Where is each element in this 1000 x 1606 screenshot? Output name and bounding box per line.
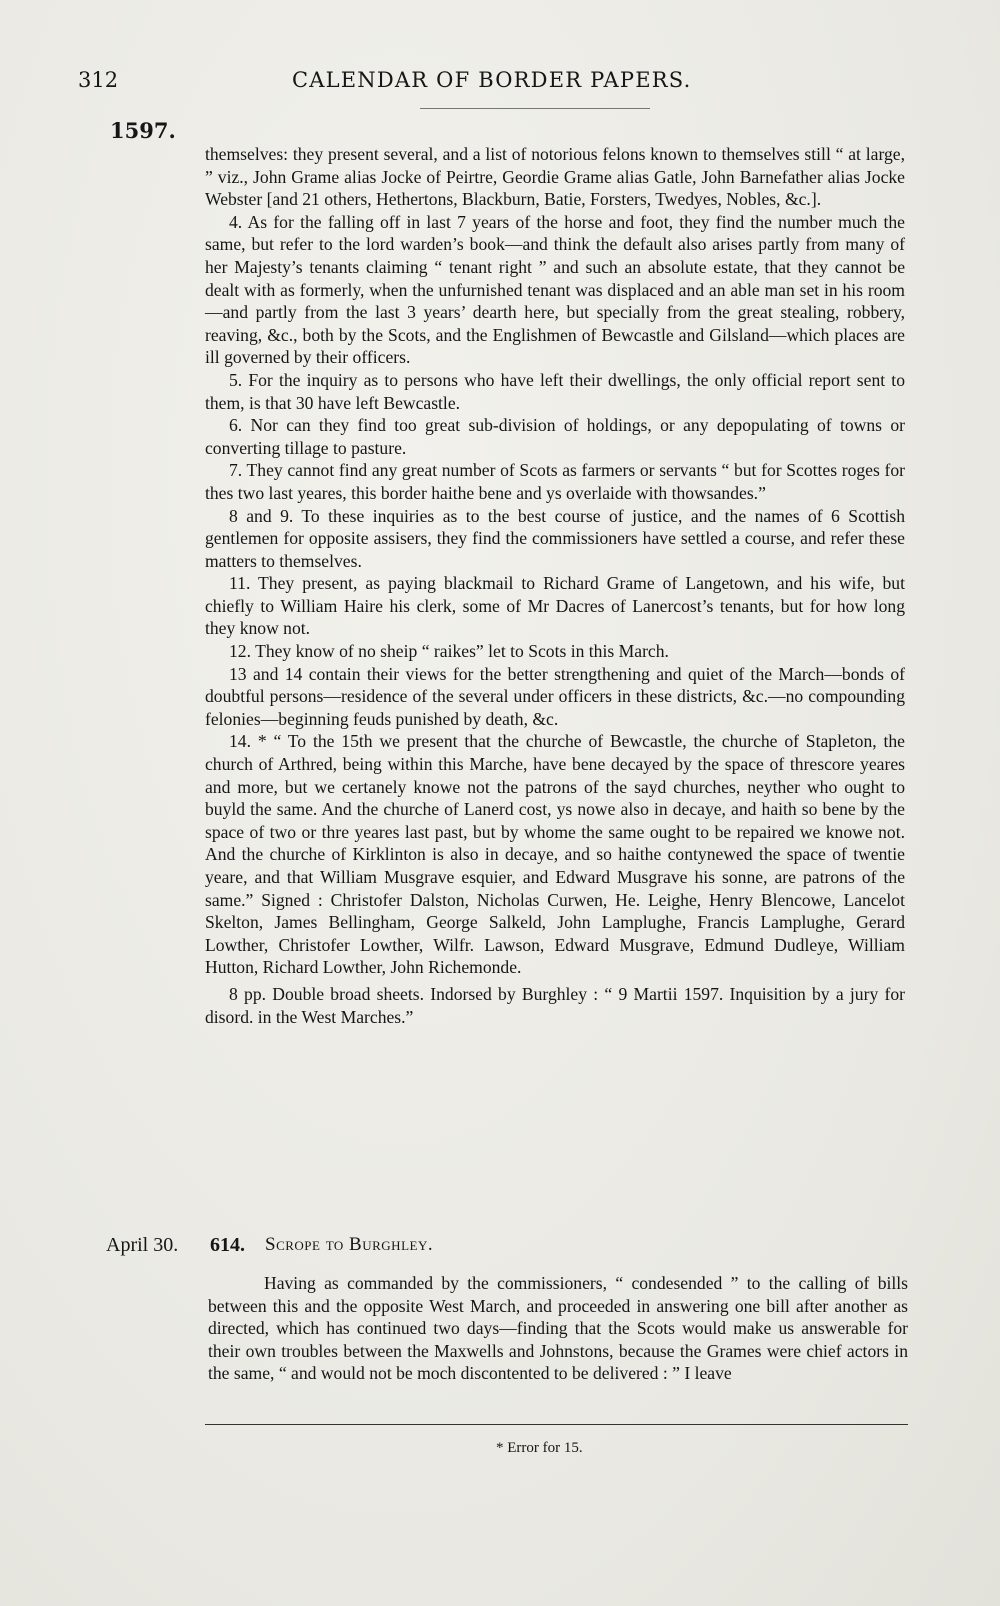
body-text [205,143,905,1028]
paragraph: 5. For the inquiry as to persons who have left their dwellings, the only official report sent to them, is that 30 have left Bewcastle. [205,369,905,413]
entry-date: April 30. [106,1234,179,1256]
header-rule [420,108,650,109]
paragraph: 13 and 14 contain their views for the better strengthening and quiet of the March—bonds of doubtful persons—residence of the several under officers in these districts, &c.—no compounding felonies—beginning feuds punished by death, &c. [205,663,905,729]
running-title: CALENDAR OF BORDER PAPERS. [292,68,692,92]
page-header [0,64,1000,104]
page-number: 312 [78,68,119,92]
paragraph: 14. * “ To the 15th we present that the churche of Bewcastle, the churche of Stapleton, the church of Arthred, being within this Marche, have bene decayed by the space of threscore yeares and more, but we certanely knowe not the patrons of the sayd churches, neyther who ought to buyld the same. And the churche of Lanerd cost, ys nowe also in decaye, and haith so bene by the space of two or thre yeares last past, but by whome the same ought to be repaired we knowe not. And the churche of Kirklinton is also in decaye, and so haithe contynewed the space of twentie yeare, and that William Musgrave esquier, and Edward Musgrave his sonne, are patrons of the same.” Signed : Christofer Dalston, Nicholas Curwen, He. Leighe, Henry Blencowe, Lancelot Skelton, James Bellingham, George Salkeld, John Lamplughe, Francis Lamplughe, Gerard Lowther, Christofer Lowther, Wilfr. Lawson, Edward Musgrave, Edmund Dudleye, William Hutton, Richard Lowther, John Richemonde. [205,731,905,978]
endorsement-note: 8 pp. Double broad sheets. Indorsed by Burghley : “ 9 Martii 1597. Inquisition by a jury for disord. in the West Marches.” [205,983,905,1027]
paragraph: 11. They present, as paying blackmail to Richard Grame of Langetown, and his wife, but chiefly to William Haire his clerk, some of Mr Dacres of Lanercost’s tenants, but for how long they know not. [205,573,905,639]
letter-text [208,1272,908,1385]
paragraph: Having as commanded by the commissioners, “ condesended ” to the calling of bills between this and the opposite West March, and proceeded in answering one bill after another as directed, which has continued two days—finding that the Scots would make us answerable for their own troubles between the Maxwells and Johnstons, because the Grames were chief actors in the same, “ and would not be moch discontented to be delivered : ” I leave [208,1273,908,1384]
paragraph: 6. Nor can they find too great sub-division of holdings, or any depopulating of towns or converting tillage to pasture. [205,415,905,458]
paragraph: 7. They cannot find any great number of Scots as farmers or servants “ but for Scottes roges for thes two last yeares, this border haithe bene and ys overlaide with thowsandes.” [205,460,905,503]
footnote-rule [205,1424,908,1425]
paragraph: 12. They know of no sheip “ raikes” let to Scots in this March. [229,641,669,662]
paragraph: 8 and 9. To these inquiries as to the best course of justice, and the names of 6 Scottish gentlemen for opposite assisers, they find the commissioners have settled a course, and refer these matters to themselves. [205,505,905,571]
paragraph: themselves: they present several, and a list of notorious felons known to themselves still “ at large, ” viz., John Grame alias Jocke of Peirtre, Geordie Grame alias Gatle, John Barnefather alias Jocke Webster [and 21 others, Hethertons, Blackburn, Batie, Forsters, Twedyes, Nobles, &c.]. [205,144,905,210]
entry-number: 614. [210,1234,245,1256]
paragraph: 4. As for the falling off in last 7 years of the horse and foot, they find the number much the same, but refer to the lord warden’s book—and think the default also arises partly from many of her Majesty’s tenants claiming “ tenant right ” and such an absolute estate, that they cannot be dealt with as formerly, when the unfurnished tenant was displaced and an able man set in his room—and partly from the last 3 years’ dearth here, but specially from the great stealing, robbery, reaving, &c., both by the Scots, and the Englishmen of Bewcastle and Gilsland—which places are ill governed by their officers. [205,211,905,368]
year-marker: 1597. [110,118,176,143]
footnote: * Error for 15. [496,1440,583,1456]
entry-title: Scrope to Burghley. [265,1234,434,1255]
